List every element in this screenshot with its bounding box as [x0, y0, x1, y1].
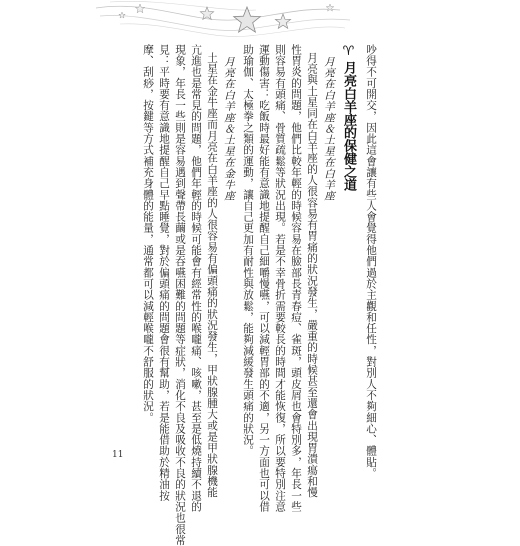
- star-icon: [275, 14, 290, 28]
- text-column: 亢進也是常見的問題，他們年輕的時候可能會有經常性的喉嚨痛、咳嗽，甚至是低燒持續不退的: [190, 44, 202, 513]
- star-icon: [326, 4, 334, 11]
- text-column: 見：平時要有意識地提醒自己早點睡覺，對於偏頭痛的問題會很有幫助，若是能借助於精油按: [158, 44, 170, 502]
- text-column: 則容易有頭痛、骨質疏鬆等狀況出現。若是不幸骨折需要較長的時間才能恢復，所以要特別注意: [274, 44, 286, 513]
- star-icon: [234, 7, 261, 32]
- text-column: 性胃炎的問題，他們比較年輕的時候容易在臉部長青春痘、雀斑，頭皮屑也會特別多，年長一些: [290, 44, 302, 513]
- text-column: 月亮與土星同在白羊座的人很容易有胃痛的狀況發生，嚴重的時候甚至還會出現胃潰瘍和慢: [306, 52, 318, 498]
- star-icon: [135, 4, 144, 13]
- text-column: 土星在金牛座而月亮在白羊座的人很容易有偏頭痛的狀況發生，甲狀腺腫大或是甲狀腺機能: [206, 52, 218, 498]
- text-column: 摩、刮痧，按鍵等方式補充身體的能量，通常都可以減輕喉嚨不舒服的狀況。: [142, 44, 154, 424]
- section-heading-text: 月亮白羊座的保健之道: [341, 61, 356, 191]
- section-heading: [341, 44, 356, 191]
- star-icon: [119, 12, 125, 18]
- section-subheading: 月亮在白羊座＆土星在金牛座: [223, 56, 235, 202]
- aries-sign-icon: ♈: [341, 44, 356, 59]
- text-column: 助瑜伽、太極拳之類的運動，讓自己更加有耐性與放鬆，能夠減緩發生頭痛的狀況。: [242, 44, 254, 457]
- star-icon: [200, 7, 213, 20]
- section-subheading: 月亮在白羊座＆土星在白羊座: [323, 56, 335, 202]
- text-column: 現象，年長一些則是容易遇到聲帶長繭或是吞嚥困難的問題等症狀，消化不良及吸收不良的狀況也很常: [174, 44, 186, 546]
- text-column: 吵得不可開交，因此這會讓有些人會覺得他們過於主觀和任性，對別人不夠細心、體貼。: [365, 44, 377, 479]
- text-column: 運動傷害：吃飯時最好能有意識地提醒自己細嚼慢嚥，可以減輕胃部的不適，另一方面也可以借: [258, 44, 270, 513]
- page-number: 11: [112, 450, 124, 460]
